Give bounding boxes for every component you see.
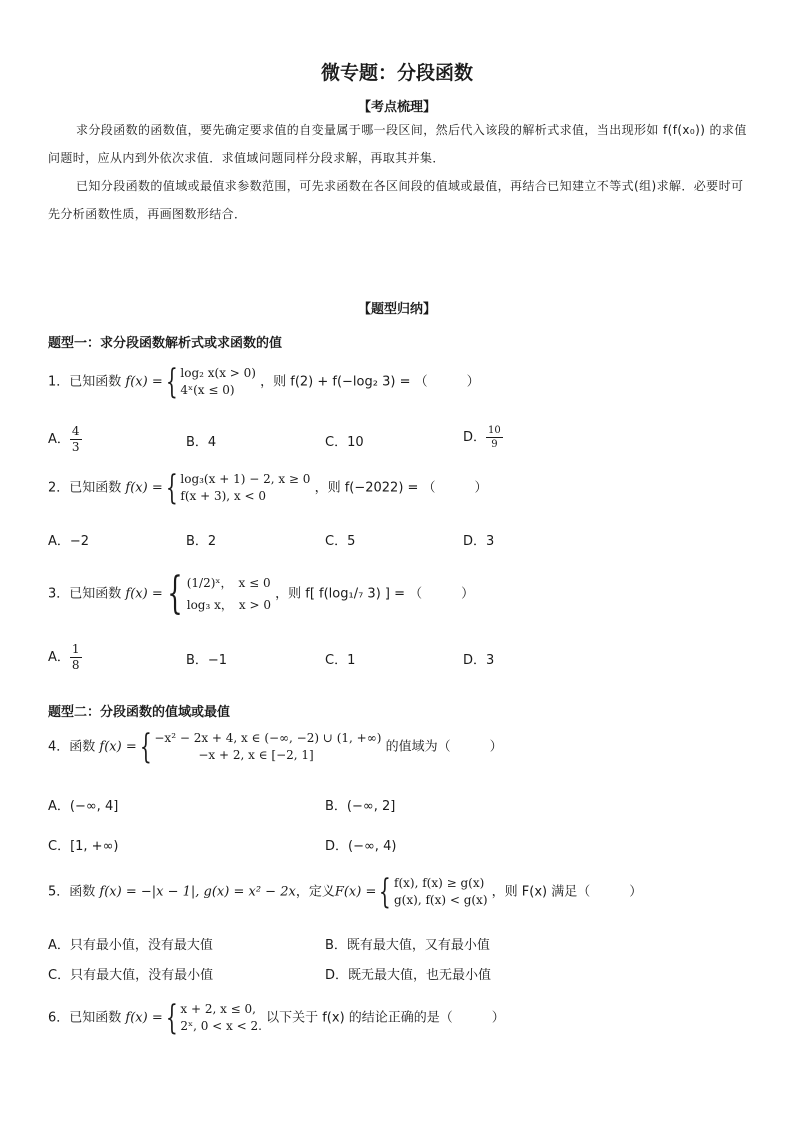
q3-option-b: B．−1 — [186, 653, 228, 668]
q2-option-c: C．5 — [325, 534, 356, 549]
type-heading-1: 题型一：求分段函数解析式或求函数的值 — [48, 336, 283, 351]
case-1: x + 2, x ≤ 0, — [180, 1002, 256, 1016]
question-tail: ，则 f(−2022) = （ ） — [314, 480, 488, 496]
q3-option-d: D．3 — [463, 653, 495, 668]
case-2: g(x), f(x) < g(x) — [394, 893, 488, 907]
question-3 — [48, 568, 475, 619]
question-tail: 以下关于 f(x) 的结论正确的是（ ） — [266, 1010, 505, 1026]
left-brace: { — [379, 872, 392, 912]
function-name: f(x) = — [125, 374, 163, 390]
question-lead: 4．函数 — [48, 739, 96, 755]
q5-option-a: A．只有最小值，没有最大值 — [48, 938, 213, 953]
case-2: 2ˣ, 0 < x < 2. — [180, 1019, 262, 1033]
page-title: 微专题：分段函数 — [320, 62, 473, 84]
type-heading-2: 题型二：分段函数的值域或最值 — [48, 705, 231, 720]
q1-option-c: C．10 — [325, 435, 364, 450]
function-name: f(x) = — [125, 586, 163, 602]
denominator: 8 — [71, 658, 80, 672]
case-2: log₃ x， x > 0 — [186, 598, 271, 612]
function-name: f(x) = — [125, 1010, 163, 1026]
piecewise-cases — [154, 730, 381, 764]
question-lead: 1．已知函数 — [48, 374, 122, 390]
q1-option-d — [463, 424, 503, 451]
question-tail: 的值域为（ ） — [385, 739, 503, 755]
section-heading-points: 【考点梳理】 — [357, 100, 436, 115]
left-brace: { — [165, 362, 178, 402]
numerator: 10 — [488, 425, 501, 436]
fraction — [70, 642, 82, 673]
numerator: 1 — [71, 642, 80, 656]
denominator: 3 — [71, 440, 80, 454]
q4-option-a: A．(−∞, 4] — [48, 799, 119, 814]
denominator: 9 — [491, 439, 498, 450]
q4-option-c: C．[1, +∞) — [48, 839, 119, 854]
question-tail: ，则 F(x) 满足（ ） — [491, 884, 643, 900]
left-brace: { — [165, 998, 178, 1038]
case-1: (1/2)ˣ， x ≤ 0 — [186, 576, 271, 590]
question-lead: 2．已知函数 — [48, 480, 122, 496]
question-6 — [48, 998, 505, 1038]
fraction — [486, 424, 503, 451]
paragraph-1: 求分段函数的函数值，要先确定要求值的自变量属于哪一段区间，然后代入该段的解析式求值，当出现形如 f(f(x₀)) 的求值问题时，应从内到外依次求值．求值域问题同样分段求解，再取其并集． — [48, 123, 747, 165]
q4-option-b: B．(−∞, 2] — [325, 799, 396, 814]
piecewise-cases — [180, 365, 256, 399]
section-heading-types: 【题型归纳】 — [357, 302, 436, 317]
case-1: log₃(x + 1) − 2, x ≥ 0 — [180, 472, 311, 486]
question-lead: 5．函数 — [48, 884, 96, 900]
case-2: −x + 2, x ∈ [−2, 1] — [198, 748, 314, 762]
function-name: f(x) = — [99, 739, 137, 755]
left-brace: { — [167, 568, 183, 619]
q3-option-a — [48, 642, 82, 673]
question-5 — [48, 872, 643, 912]
question-2 — [48, 468, 488, 508]
left-brace: { — [165, 468, 178, 508]
q5-option-b: B．既有最大值，又有最小值 — [325, 938, 490, 953]
question-lead: 6．已知函数 — [48, 1010, 122, 1026]
piecewise-cases — [394, 875, 488, 909]
option-label: A． — [48, 432, 70, 447]
q5-option-c: C．只有最大值，没有最小值 — [48, 968, 214, 983]
question-mid: ，定义 — [295, 884, 335, 900]
case-1: f(x), f(x) ≥ g(x) — [394, 876, 485, 890]
numerator: 4 — [71, 424, 80, 438]
q2-option-a: A．−2 — [48, 534, 90, 549]
q3-option-c: C．1 — [325, 653, 356, 668]
case-1: log₂ x(x > 0) — [180, 366, 256, 380]
option-label: A． — [48, 650, 70, 665]
fraction — [70, 424, 82, 455]
q2-option-d: D．3 — [463, 534, 495, 549]
question-1 — [48, 362, 480, 402]
q1-option-b: B．4 — [186, 435, 217, 450]
q1-option-a — [48, 424, 82, 455]
q5-option-d: D．既无最大值，也无最小值 — [325, 968, 492, 983]
question-tail: ，则 f[ f(log₁/₇ 3) ] = （ ） — [275, 586, 475, 602]
piecewise-cases — [180, 1001, 262, 1035]
q2-option-b: B．2 — [186, 534, 217, 549]
question-tail: ，则 f(2) + f(−log₂ 3) = （ ） — [260, 374, 480, 390]
question-4 — [48, 727, 503, 767]
case-1: −x² − 2x + 4, x ∈ (−∞, −2) ∪ (1, +∞) — [154, 731, 382, 745]
function-name: f(x) = — [125, 480, 163, 496]
case-2: 4ˣ(x ≤ 0) — [180, 383, 235, 397]
paragraph-2: 已知分段函数的值域或最值求参数范围，可先求函数在各区间段的值域或最值，再结合已知建立不等式(组)求解．必要时可先分析函数性质，再画图数形结合． — [48, 179, 744, 221]
q4-option-d: D．(−∞, 4) — [325, 839, 397, 854]
function-name: F(x) = — [334, 884, 377, 900]
option-label: D． — [463, 430, 487, 445]
piecewise-cases — [180, 471, 310, 505]
function-definitions: f(x) = −|x − 1|, g(x) = x² − 2x — [99, 884, 296, 900]
left-brace: { — [139, 727, 152, 767]
case-2: f(x + 3), x < 0 — [180, 489, 266, 503]
piecewise-cases — [187, 572, 271, 616]
question-lead: 3．已知函数 — [48, 586, 122, 602]
